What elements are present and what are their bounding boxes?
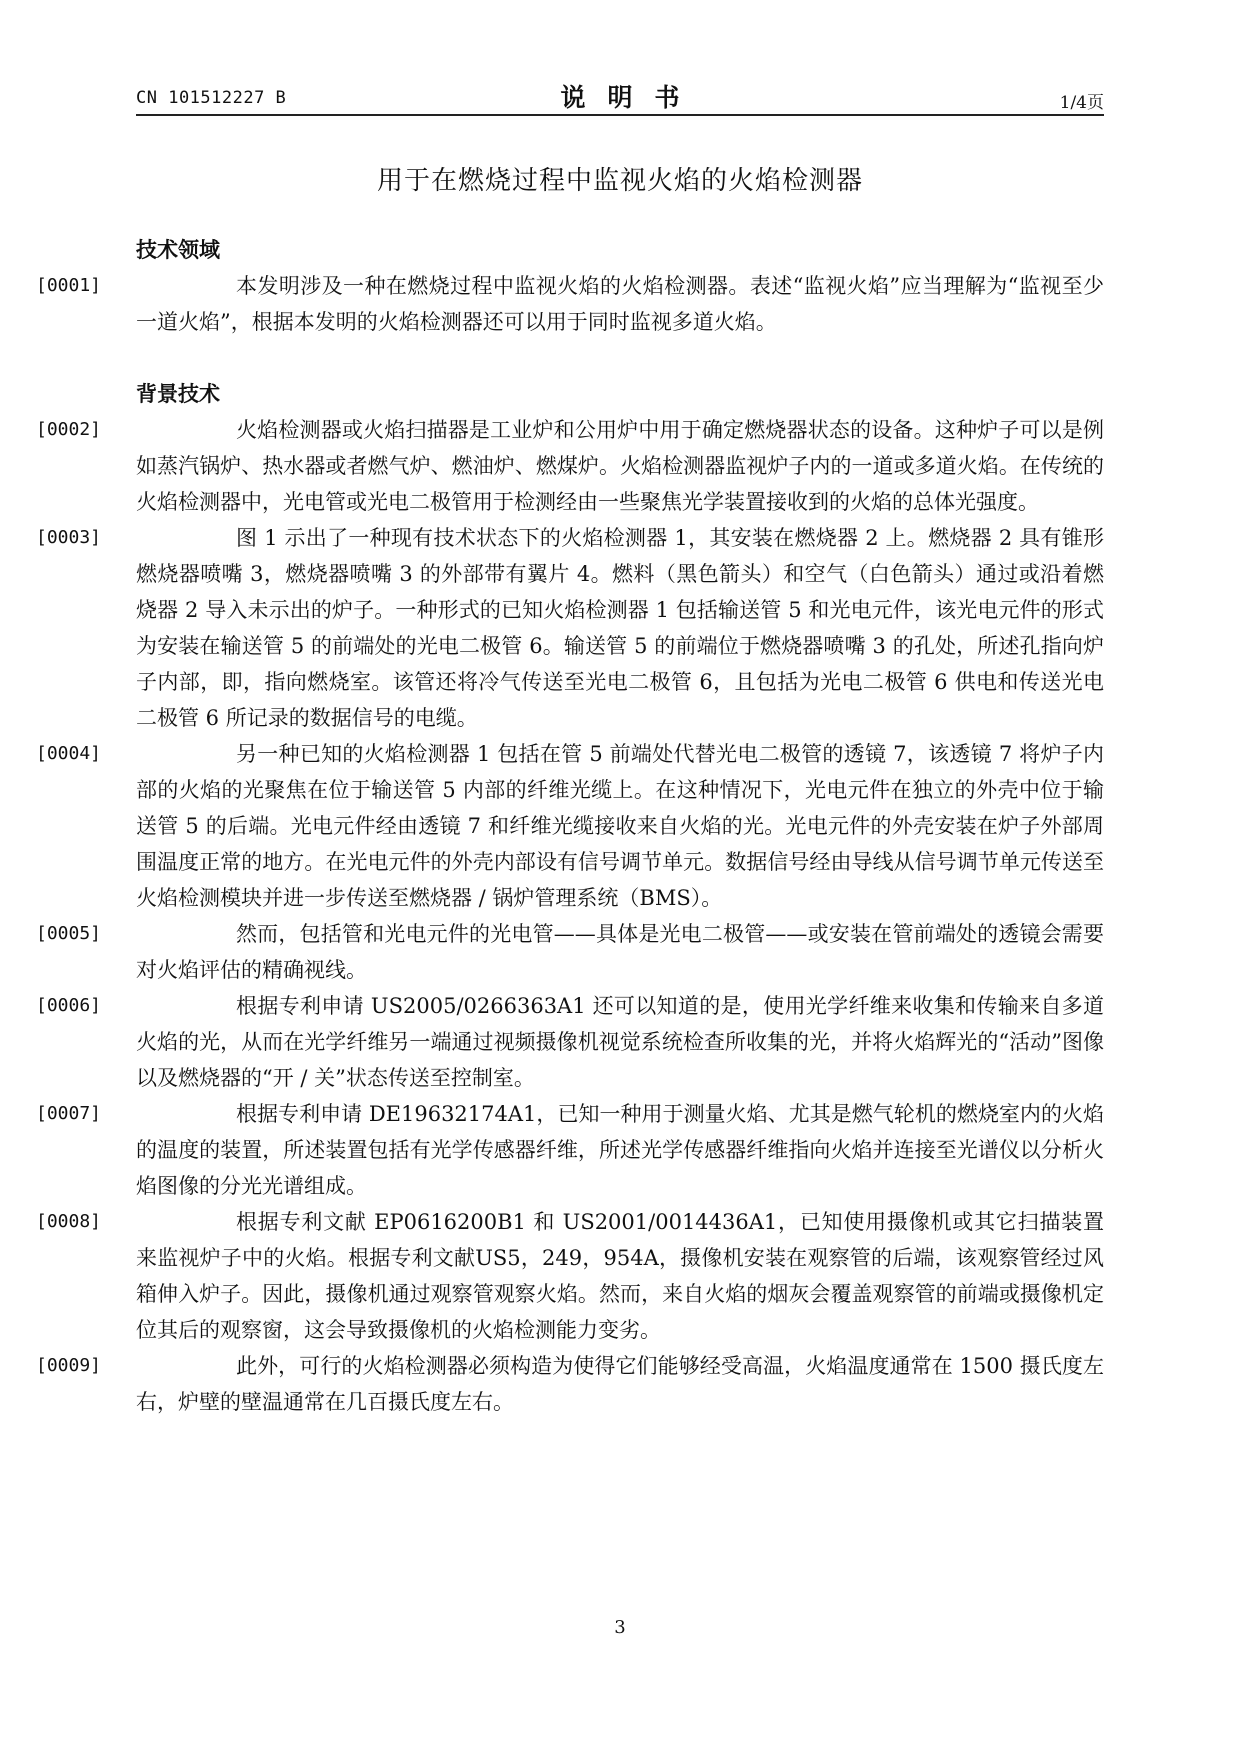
page-info: 1/4页 [1059, 93, 1104, 113]
paragraph-number: [0001] [36, 275, 102, 296]
paragraph-text: 另一种已知的火焰检测器 1 包括在管 5 前端处代替光电二极管的透镜 7，该透镜 7 将炉子内部的火焰的光聚焦在位于输送管 5 内部的纤维光缆上。在这种情况下，光电元件在独立的外壳中位于输送管 5 的后端。光电元件经由透镜 7 和纤维光缆接收来自火焰的光。光电元件的外壳安装在炉子外部周围温度正常的地方。在光电元件的外壳内部设有信号调节单元。数据信号经由导线从信号调节单元传送至火焰检测模块并进一步传送至燃烧器 / 锅炉管理系统（BMS）。 [136, 742, 1104, 910]
page-number: 3 [614, 1617, 626, 1638]
paragraph [36, 1348, 1104, 1420]
document-type-title: 说明书 [560, 83, 702, 112]
section-heading-background-art: 背景技术 [136, 382, 220, 406]
paragraph-number: [0008] [36, 1211, 102, 1232]
paragraph [36, 268, 1104, 340]
paragraph-number: [0002] [36, 419, 102, 440]
paragraph [36, 916, 1104, 988]
paragraph [36, 1096, 1104, 1204]
paragraph-text: 根据专利申请 DE19632174A1，已知一种用于测量火焰、尤其是燃气轮机的燃烧室内的火焰的温度的装置，所述装置包括有光学传感器纤维，所述光学传感器纤维指向火焰并连接至光谱仪以分析火焰图像的分光光谱组成。 [136, 1102, 1104, 1198]
paragraph-number: [0007] [36, 1103, 102, 1124]
paragraph-text: 然而，包括管和光电元件的光电管——具体是光电二极管——或安装在管前端处的透镜会需要对火焰评估的精确视线。 [136, 922, 1104, 982]
paragraph-number: [0006] [36, 995, 102, 1016]
paragraph [36, 1204, 1104, 1348]
section-heading-technical-field: 技术领域 [136, 238, 220, 262]
paragraph-text: 此外，可行的火焰检测器必须构造为使得它们能够经受高温，火焰温度通常在 1500 摄氏度左右，炉壁的壁温通常在几百摄氏度左右。 [136, 1354, 1104, 1414]
paragraph-number: [0003] [36, 527, 102, 548]
paragraph-text: 图 1 示出了一种现有技术状态下的火焰检测器 1，其安装在燃烧器 2 上。燃烧器 2 具有锥形燃烧器喷嘴 3，燃烧器喷嘴 3 的外部带有翼片 4。燃料（黑色箭头）和空气（白色箭头）通过或沿着燃烧器 2 导入未示出的炉子。一种形式的已知火焰检测器 1 包括输送管 5 和光电元件，该光电元件的形式为安装在输送管 5 的前端处的光电二极管 6。输送管 5 的前端位于燃烧器喷嘴 3 的孔处，所述孔指向炉子内部，即，指向燃烧室。该管还将冷气传送至光电二极管 6，且包括为光电二极管 6 供电和传送光电二极管 6 所记录的数据信号的电缆。 [136, 526, 1104, 730]
paragraph [36, 736, 1104, 916]
paragraph [36, 520, 1104, 736]
paragraph-text: 根据专利申请 US2005/0266363A1 还可以知道的是，使用光学纤维来收集和传输来自多道火焰的光，从而在光学纤维另一端通过视频摄像机视觉系统检查所收集的光，并将火焰辉光的“活动”图像以及燃烧器的“开 / 关”状态传送至控制室。 [136, 994, 1104, 1090]
publication-number: CN 101512227 B [136, 88, 287, 108]
paragraph-number: [0005] [36, 923, 102, 944]
paragraph [36, 988, 1104, 1096]
paragraph-text: 本发明涉及一种在燃烧过程中监视火焰的火焰检测器。表述“监视火焰”应当理解为“监视至少一道火焰”，根据本发明的火焰检测器还可以用于同时监视多道火焰。 [136, 274, 1104, 334]
page-header [136, 78, 1104, 116]
paragraph-number: [0004] [36, 743, 102, 764]
invention-title: 用于在燃烧过程中监视火焰的火焰检测器 [376, 166, 863, 196]
document-body [36, 232, 1104, 1420]
paragraph [36, 412, 1104, 520]
paragraph-number: [0009] [36, 1355, 102, 1376]
paragraph-text: 根据专利文献 EP0616200B1 和 US2001/0014436A1，已知使用摄像机或其它扫描装置来监视炉子中的火焰。根据专利文献US5，249，954A，摄像机安装在观察管的后端，该观察管经过风箱伸入炉子。因此，摄像机通过观察管观察火焰。然而，来自火焰的烟灰会覆盖观察管的前端或摄像机定位其后的观察窗，这会导致摄像机的火焰检测能力变劣。 [136, 1210, 1104, 1342]
paragraph-text: 火焰检测器或火焰扫描器是工业炉和公用炉中用于确定燃烧器状态的设备。这种炉子可以是例如蒸汽锅炉、热水器或者燃气炉、燃油炉、燃煤炉。火焰检测器监视炉子内的一道或多道火焰。在传统的火焰检测器中，光电管或光电二极管用于检测经由一些聚焦光学装置接收到的火焰的总体光强度。 [136, 418, 1104, 514]
